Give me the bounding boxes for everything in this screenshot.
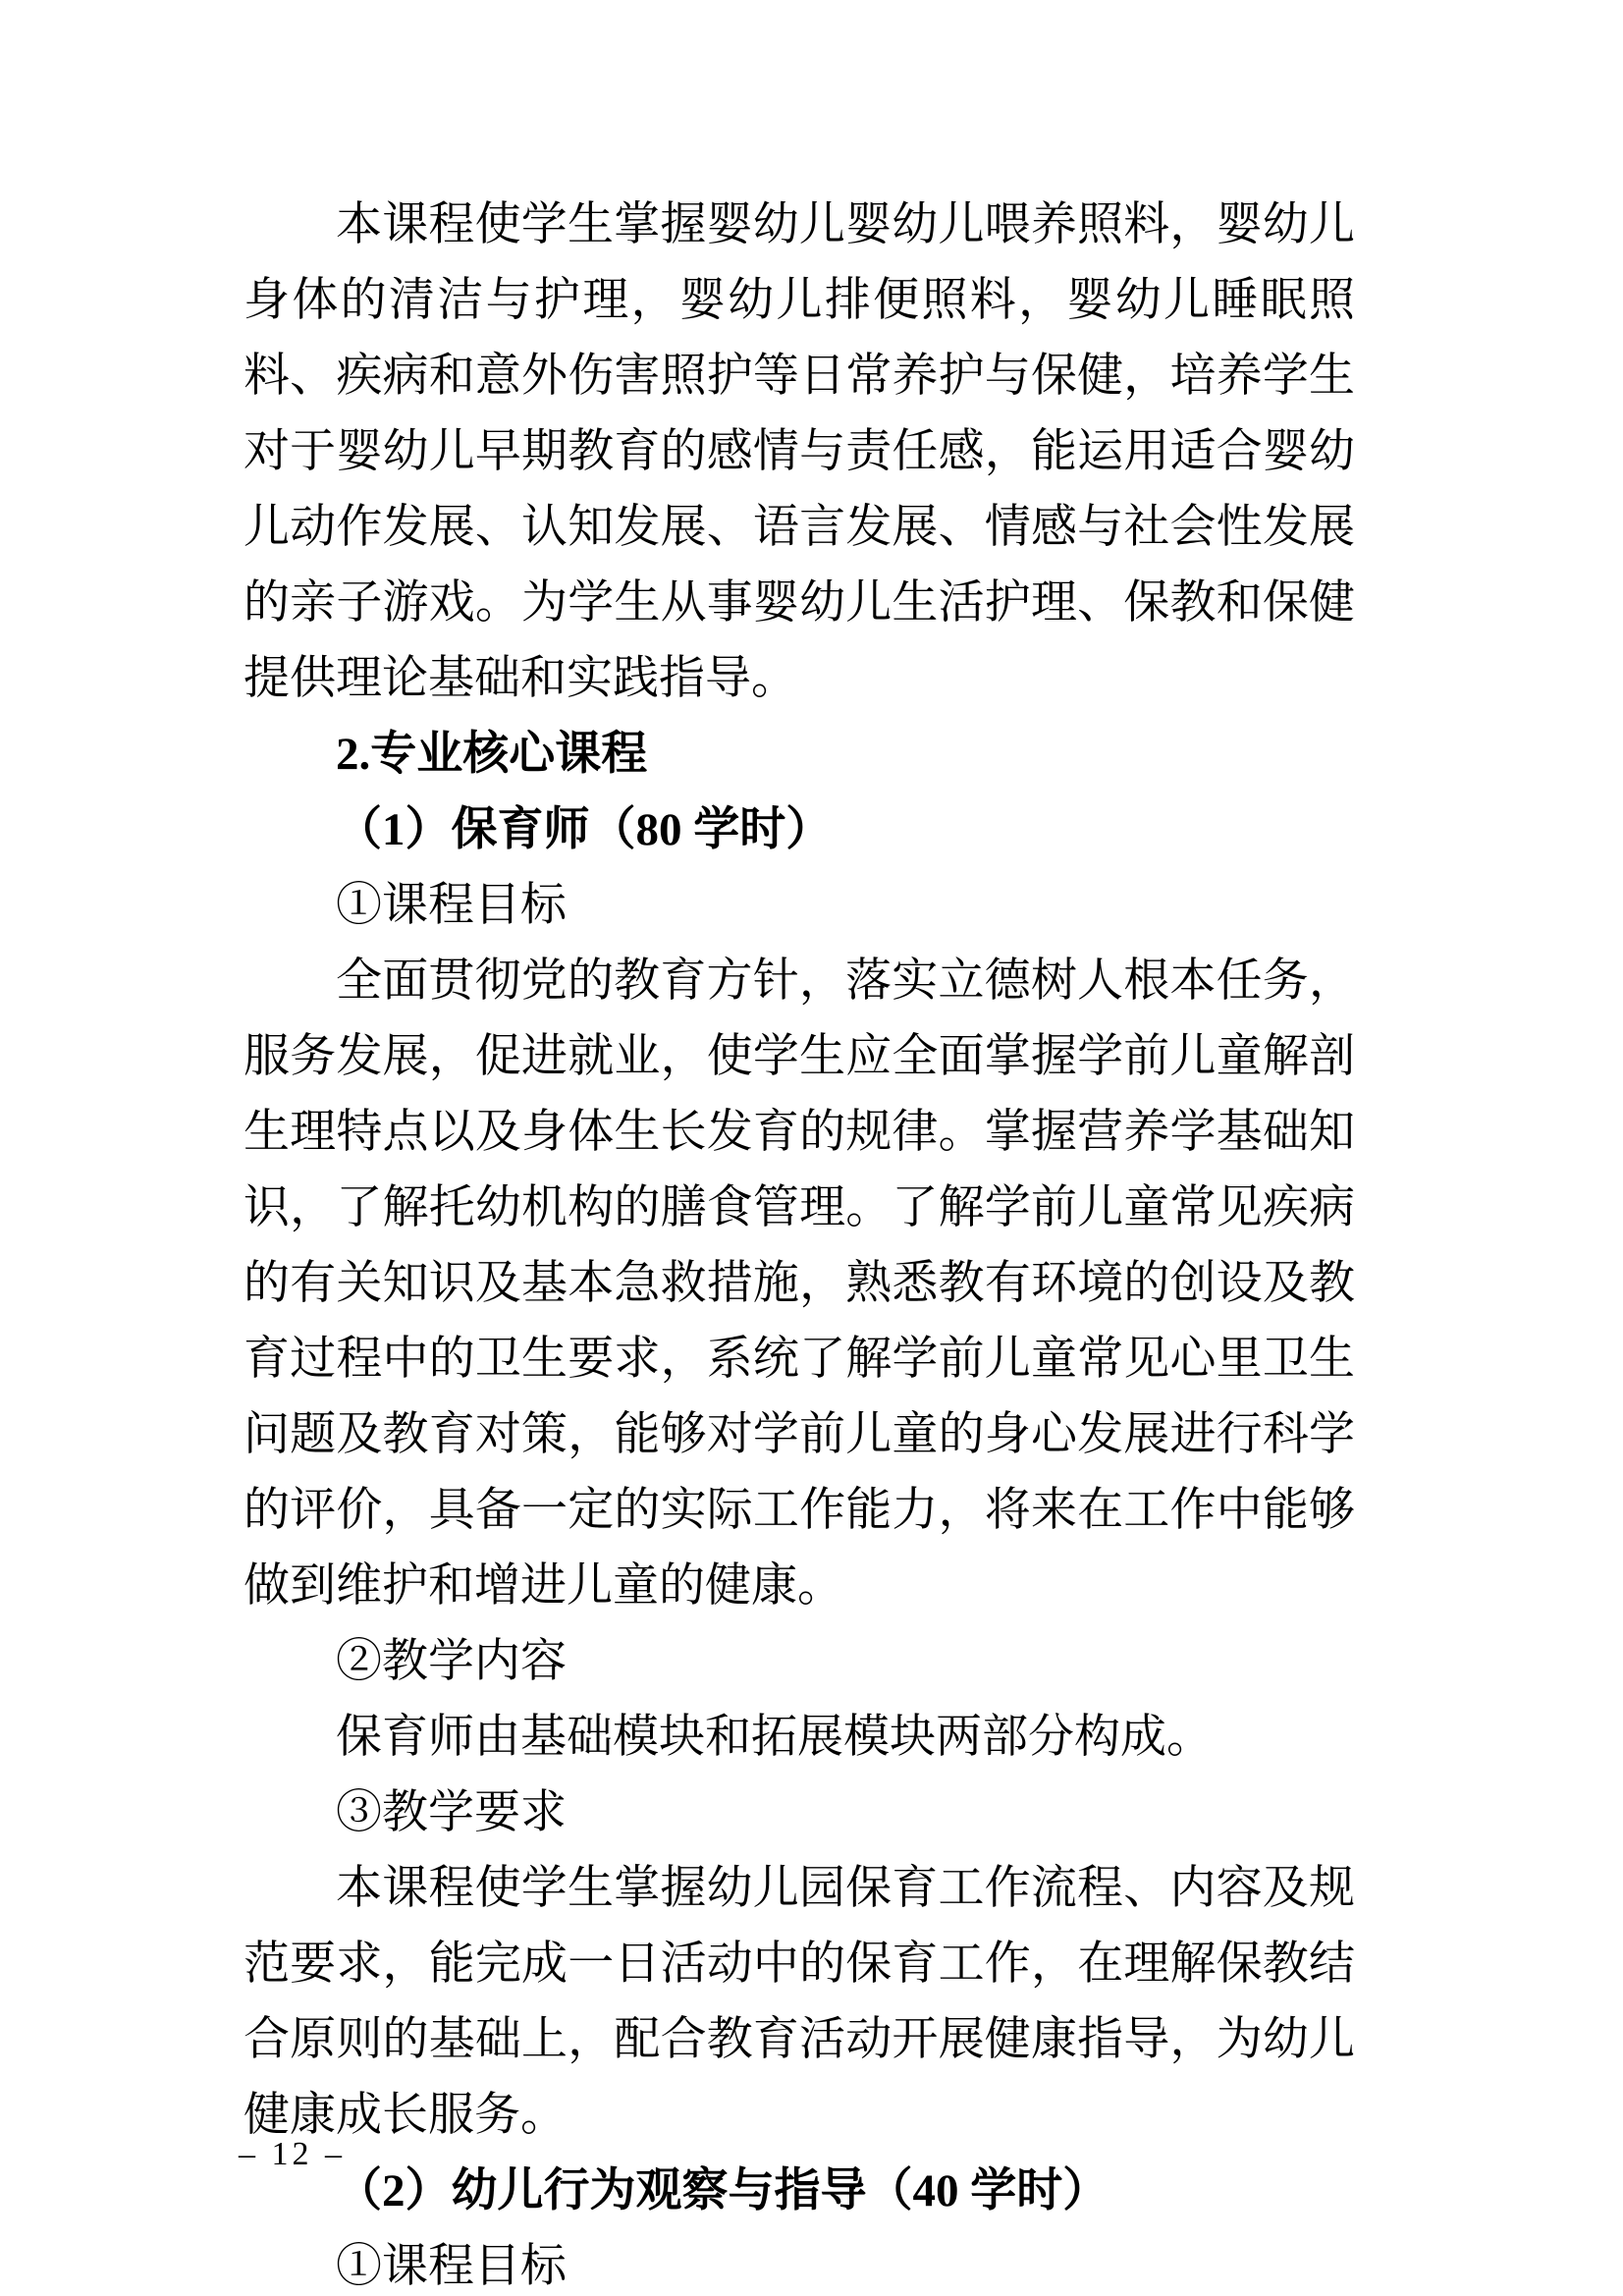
- paragraph-infant-care-course-requirements: 本课程使学生掌握婴幼儿婴幼儿喂养照料，婴幼儿身体的清洁与护理，婴幼儿排便照料，婴幼儿睡眠照料、疾病和意外伤害照护等日常养护与保健，培养学生对于婴幼儿早期教育的感情与责任感，能运用适合婴幼儿动作发展、认知发展、语言发展、情感与社会性发展的亲子游戏。为学生从事婴幼儿生活护理、保教和保健提供理论基础和实践指导。: [243, 199, 1355, 704]
- paragraph-childcare-course-objectives: 全面贯彻党的教育方针，落实立德树人根本任务，服务发展，促进就业，使学生应全面掌握学前儿童解剖生理特点以及身体生长发育的规律。掌握营养学基础知识，了解托幼机构的膳食管理。了解学前儿童常见疾病的有关知识及基本急救措施，熟悉教有环境的创设及教育过程中的卫生要求，系统了解学前儿童常见心里卫生问题及教育对策，能够对学前儿童的身心发展进行科学的评价，具备一定的实际工作能力，将来在工作中能够做到维护和增进儿童的健康。: [243, 956, 1355, 1612]
- label-course-objectives-2: ①课程目标: [336, 2241, 567, 2292]
- document-body: [243, 188, 1355, 2296]
- label-teaching-content: ②教学内容: [336, 1636, 567, 1687]
- label-course-objectives-1: ①课程目标: [336, 880, 567, 931]
- paragraph-teaching-content: 保育师由基础模块和拓展模块两部分构成。: [336, 1712, 1213, 1763]
- heading-core-courses: 2.专业核心课程: [336, 729, 648, 780]
- heading-course-1-childcare-worker: （1）保育师（80 学时）: [336, 804, 833, 855]
- paragraph-teaching-requirements: 本课程使学生掌握幼儿园保育工作流程、内容及规范要求，能完成一日活动中的保育工作，在理解保教结合原则的基础上，配合教育活动开展健康指导，为幼儿健康成长服务。: [243, 1863, 1355, 2141]
- page-number: – 12 –: [239, 2136, 346, 2172]
- heading-course-2-behavior-observation: （2）幼儿行为观察与指导（40 学时）: [336, 2165, 1109, 2216]
- label-teaching-requirements: ③教学要求: [336, 1787, 567, 1838]
